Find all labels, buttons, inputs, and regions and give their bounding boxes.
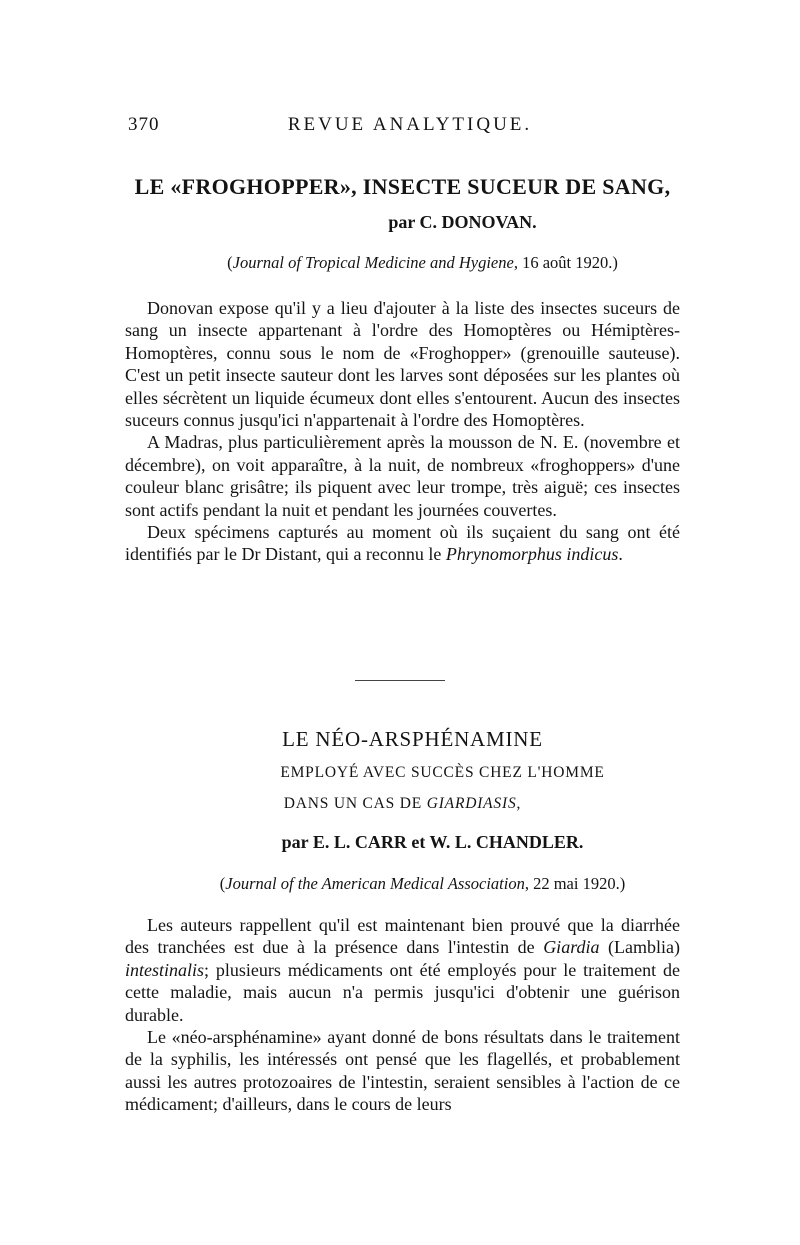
article2-subtitle-2-prefix: DANS UN CAS DE [283,795,423,812]
article2-author: par E. L. CARR et W. L. CHANDLER. [281,832,584,852]
article2-species-name: intestinalis [125,959,205,980]
article2-source-journal: Journal of the American Medical Association [225,874,525,893]
article2-body [125,914,680,1116]
article1-source-open: ( [227,253,233,272]
article1-paragraph-3 [125,521,680,566]
article2-disease-name: GIARDIASIS [426,795,517,812]
article2-paragraph-1 [125,914,680,1026]
article2-paragraph-2: Le «néo-arsphénamine» ayant donné de bons résultats dans le traitement de la syphilis, les intéressés ont pensé que les flagellés, et probablement aussi les autres protozoaires de l'intestin, seraient sensibles à l'action de ce médicament; d'ailleurs, dans le cours de leurs [125,1027,680,1115]
article1-body [125,297,680,566]
article2-subtitle-2-suffix: , [516,795,522,812]
article1-source [125,253,700,273]
article1-paragraph-2: A Madras, plus particulièrement après la mousson de N. E. (novembre et décembre), on voit apparaître, à la nuit, de nombreux «froghoppers» d'une couleur blanc grisâtre; ils piquent avec leur trompe, très aiguë; ces insectes sont actifs pendant la nuit et pendant les journées couvertes. [125,432,680,520]
article1-title: LE «FROGHOPPER», INSECTE SUCEUR DE SANG, [134,174,671,199]
article2-subtitle-2 [125,795,680,813]
article2-paragraph-1-middle: (Lamblia) [608,937,681,958]
article2-title: LE NÉO-ARSPHÉNAMINE [282,727,543,751]
article2-source-open: ( [219,874,226,893]
article2-paragraph-1-after: ; plusieurs médicaments ont été employés pour le traitement de cette maladie, mais aucun n'a permis jusqu'ici d'obtenir une guérison durable. [125,959,680,1025]
journal-name: REVUE ANALYTIQUE. [287,114,533,135]
article1-paragraph-3-end: . [618,544,623,565]
article1-source-date: , 16 août 1920.) [513,253,618,272]
article1-paragraph-3-text: Deux spécimens capturés au moment où ils suçaient du sang ont été identifiés par le Dr Distant, qui a reconnu le [125,522,680,565]
article2-subtitle-1: EMPLOYÉ AVEC SUCCÈS CHEZ L'HOMME [280,764,605,781]
article1-author: par C. DONOVAN. [388,212,537,232]
page-number: 370 [128,114,160,135]
article1-species-name: Phrynomorphus indicus [445,544,619,565]
article2-source [125,874,700,894]
article2-genus-name: Giardia [543,937,600,958]
article1-paragraph-1: Donovan expose qu'il y a lieu d'ajouter à la liste des insectes suceurs de sang un insecte appartenant à l'ordre des Homoptères ou Hémiptères-Homoptères, connu sous le nom de «Froghopper» (grenouille sauteuse). C'est un petit insecte sauteur dont les larves sont déposées sur les plantes où elles sécrètent un liquide écumeux dont elles s'entourent. Aucun des insectes suceurs connus jusqu'ici n'appartenait à l'ordre des Homoptères. [125,298,680,431]
article2-source-date: , 22 mai 1920.) [524,874,626,893]
article1-source-journal: Journal of Tropical Medicine and Hygiene [232,253,514,272]
article2-paragraph-1-before: Les auteurs rappellent qu'il est maintenant bien prouvé que la diarrhée des tranchées est due à la présence dans l'intestin de [125,915,680,958]
running-head [0,114,800,144]
section-divider [355,680,445,681]
